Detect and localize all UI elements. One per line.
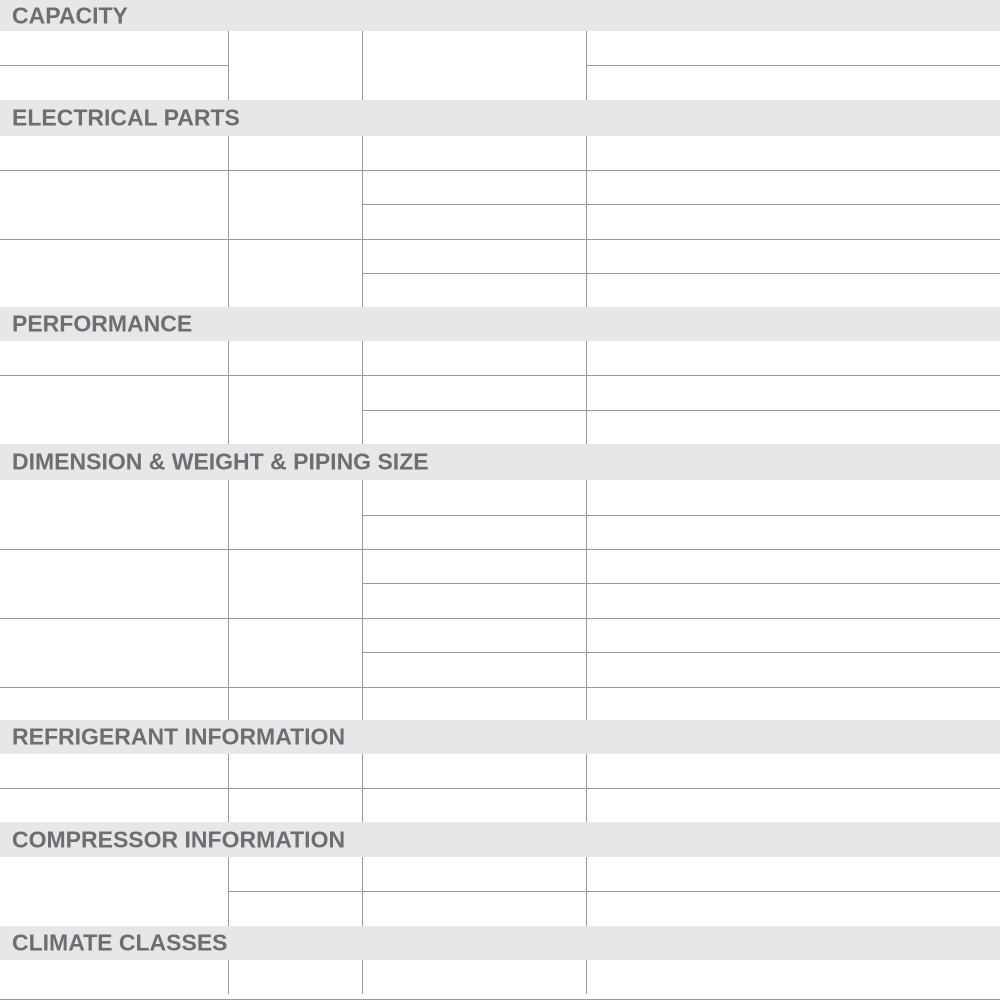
spec-label (0, 239, 228, 307)
spec-label (0, 31, 228, 65)
spec-condition (362, 960, 586, 994)
spec-condition (362, 549, 586, 583)
spec-unit (228, 687, 362, 720)
spec-condition (362, 857, 586, 891)
spec-unit (228, 480, 362, 549)
spec-label (0, 960, 228, 994)
section-title: PERFORMANCE (12, 310, 193, 337)
spec-value (586, 515, 1000, 549)
column-divider (362, 480, 363, 515)
column-divider (586, 31, 587, 65)
column-divider (362, 375, 363, 410)
column-divider (586, 170, 587, 204)
spec-label (0, 857, 228, 926)
column-divider (586, 960, 587, 994)
column-divider (228, 549, 229, 583)
spec-label (0, 341, 228, 375)
spec-value (586, 583, 1000, 618)
spec-value (586, 480, 1000, 515)
column-divider (228, 583, 229, 618)
column-divider (586, 583, 587, 618)
column-divider (586, 754, 587, 788)
column-divider (586, 341, 587, 375)
section-title: DIMENSION & WEIGHT & PIPING SIZE (12, 448, 429, 475)
spec-label (0, 170, 228, 239)
spec-value (586, 652, 1000, 687)
column-divider (586, 549, 587, 583)
column-divider (586, 239, 587, 273)
column-divider (586, 480, 587, 515)
spec-condition (362, 273, 586, 307)
column-divider (362, 65, 363, 100)
spec-unit (228, 341, 362, 375)
column-divider (362, 754, 363, 788)
column-divider (228, 170, 229, 204)
spec-value (586, 857, 1000, 891)
spec-value (586, 65, 1000, 100)
column-divider (228, 687, 229, 720)
spec-unit (228, 239, 362, 307)
spec-unit (228, 375, 362, 444)
column-divider (586, 652, 587, 687)
spec-label (0, 375, 228, 444)
column-divider (362, 583, 363, 618)
spec-value (586, 891, 1000, 926)
spec-label (0, 618, 228, 687)
column-divider (586, 788, 587, 822)
column-divider (362, 136, 363, 170)
spec-value (586, 754, 1000, 788)
section-title: COMPRESSOR INFORMATION (12, 826, 346, 852)
column-divider (586, 204, 587, 239)
column-divider (362, 410, 363, 444)
column-divider (362, 618, 363, 652)
spec-condition (362, 341, 586, 375)
column-divider (586, 618, 587, 652)
column-divider (362, 341, 363, 375)
spec-value (586, 170, 1000, 204)
column-divider (228, 891, 229, 926)
column-divider (228, 480, 229, 515)
spec-value (586, 273, 1000, 307)
spec-label (0, 480, 228, 549)
spec-value (586, 136, 1000, 170)
column-divider (228, 618, 229, 652)
spec-condition (362, 136, 586, 170)
column-divider (362, 31, 363, 65)
column-divider (228, 204, 229, 239)
spec-label (0, 549, 228, 618)
column-divider (228, 239, 229, 273)
column-divider (362, 891, 363, 926)
spec-unit (228, 31, 362, 100)
section-header-performance (0, 307, 1000, 341)
spec-unit (228, 857, 362, 891)
spec-value (586, 788, 1000, 822)
column-divider (362, 857, 363, 891)
column-divider (362, 170, 363, 204)
spec-unit (228, 754, 362, 788)
section-header-compressor-information (0, 822, 1000, 857)
column-divider (362, 273, 363, 307)
spec-condition (362, 170, 586, 204)
column-divider (228, 31, 229, 65)
column-divider (362, 788, 363, 822)
column-divider (228, 960, 229, 994)
spec-condition (362, 652, 586, 687)
column-divider (362, 687, 363, 720)
column-divider (228, 515, 229, 549)
column-divider (362, 960, 363, 994)
spec-condition (362, 204, 586, 239)
column-divider (586, 136, 587, 170)
spec-condition (362, 375, 586, 410)
section-header-climate-classes (0, 926, 1000, 960)
section-title: CLIMATE CLASSES (12, 929, 228, 956)
section-title: ELECTRICAL PARTS (12, 104, 240, 131)
column-divider (586, 687, 587, 720)
column-divider (228, 136, 229, 170)
spec-value (586, 618, 1000, 652)
spec-condition (362, 515, 586, 549)
column-divider (362, 239, 363, 273)
section-header-electrical-parts (0, 100, 1000, 136)
spec-value (586, 239, 1000, 273)
spec-condition (362, 754, 586, 788)
spec-value (586, 549, 1000, 583)
column-divider (228, 410, 229, 444)
section-header-refrigerant-information (0, 720, 1000, 754)
spec-label (0, 754, 228, 788)
column-divider (586, 410, 587, 444)
column-divider (362, 515, 363, 549)
spec-value (586, 687, 1000, 720)
column-divider (228, 273, 229, 307)
column-divider (228, 754, 229, 788)
spec-value (586, 204, 1000, 239)
column-divider (586, 65, 587, 100)
spec-label (0, 65, 228, 100)
section-header-capacity (0, 0, 1000, 31)
spec-condition (362, 618, 586, 652)
spec-label (0, 687, 228, 720)
section-title: REFRIGERANT INFORMATION (12, 723, 346, 750)
column-divider (228, 857, 229, 891)
column-divider (228, 788, 229, 822)
spec-value (586, 31, 1000, 65)
spec-condition (362, 583, 586, 618)
spec-condition (362, 687, 586, 720)
column-divider (362, 652, 363, 687)
column-divider (586, 273, 587, 307)
column-divider (586, 891, 587, 926)
spec-unit (228, 788, 362, 822)
spec-condition (362, 31, 586, 100)
spec-unit (228, 960, 362, 994)
spec-unit (228, 618, 362, 687)
spec-condition (362, 788, 586, 822)
column-divider (228, 652, 229, 687)
spec-label (0, 788, 228, 822)
column-divider (228, 375, 229, 410)
column-divider (586, 857, 587, 891)
column-divider (228, 341, 229, 375)
spec-condition (362, 239, 586, 273)
section-header-dimension-weight-piping-size (0, 444, 1000, 480)
spec-unit (228, 136, 362, 170)
spec-label (0, 136, 228, 170)
column-divider (362, 549, 363, 583)
section-title: CAPACITY (12, 2, 128, 28)
spec-condition (362, 891, 586, 926)
spec-value (586, 375, 1000, 410)
spec-value (586, 341, 1000, 375)
spec-value (586, 410, 1000, 444)
spec-unit (228, 549, 362, 618)
spec-unit (228, 170, 362, 239)
spec-value (586, 960, 1000, 994)
spec-condition (362, 410, 586, 444)
spec-condition (362, 480, 586, 515)
column-divider (586, 375, 587, 410)
column-divider (362, 204, 363, 239)
column-divider (228, 65, 229, 100)
column-divider (586, 515, 587, 549)
spec-unit (228, 891, 362, 926)
